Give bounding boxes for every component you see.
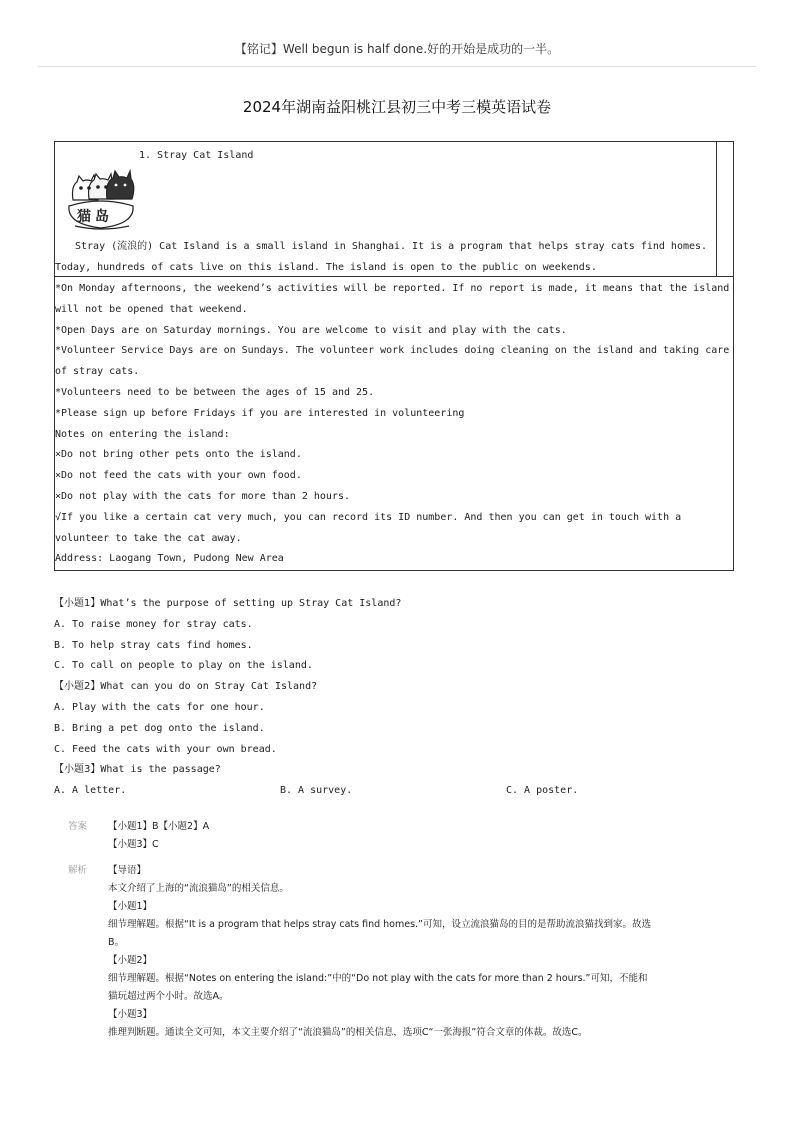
question-3-tag: 【小题3】 <box>54 764 101 776</box>
header-divider <box>38 66 756 67</box>
question-2-option-b: B. Bring a pet dog onto the island. <box>54 722 265 734</box>
question-1-tag: 【小题1】 <box>54 598 101 609</box>
question-3-option-b: B. A survey. <box>280 785 353 797</box>
analysis-line: 【小题2】 <box>108 955 153 966</box>
answer-line-2: 【小题3】C <box>108 839 159 850</box>
detail-line: Address: Laogang Town, Pudong New Area <box>55 553 284 565</box>
detail-line: √If you like a certain cat very much, you can record its ID number. And then you can get in touch with a <box>55 511 682 523</box>
detail-line: will not be opened that weekend. <box>55 303 248 315</box>
detail-line: *Open Days are on Saturday mornings. You are welcome to visit and play with the cats. <box>55 324 567 336</box>
question-3-option-c: C. A poster. <box>506 785 579 797</box>
questions-section <box>54 594 744 802</box>
detail-line: *Volunteer Service Days are on Sundays. The volunteer work includes doing cleaning on the island and taking care <box>55 345 730 357</box>
detail-line: *Please sign up before Fridays if you are interested in volunteering <box>55 407 465 419</box>
passage-details-box <box>54 276 734 571</box>
detail-line: volunteer to take the cat away. <box>55 532 242 544</box>
question-1-option-b: B. To help stray cats find homes. <box>54 639 253 651</box>
exam-title: 2024年湖南益阳桃江县初三中考三模英语试卷 <box>242 98 552 116</box>
question-2 <box>54 677 744 698</box>
question-1-option-a: A. To raise money for stray cats. <box>54 618 253 630</box>
answer-line-1: 【小题1】B【小题2】A <box>108 821 210 832</box>
detail-line: ×Do not play with the cats for more than 2 hours. <box>55 490 351 502</box>
question-2-option-a: A. Play with the cats for one hour. <box>54 701 265 713</box>
question-3 <box>54 760 744 781</box>
answer-body <box>108 818 728 854</box>
detail-line: *On Monday afternoons, the weekend’s activities will be reported. If no report is made, it means that the island <box>55 283 730 294</box>
analysis-label: 解析 <box>68 865 88 876</box>
detail-line: ×Do not bring other pets onto the island. <box>55 449 302 461</box>
passage-details <box>55 279 733 570</box>
logo-text: 猫岛 <box>77 209 113 225</box>
question-3-options <box>54 781 744 802</box>
question-2-text: What can you do on Stray Cat Island? <box>100 681 318 693</box>
question-1-text: What’s the purpose of setting up Stray Cat Island? <box>100 598 402 609</box>
answer-label: 答案 <box>68 821 88 832</box>
intro-line-2: Today, hundreds of cats live on this island. The island is open to the public on weekends. <box>55 262 597 273</box>
analysis-line: 猫玩超过两个小时。故选A。 <box>108 991 229 1002</box>
detail-line: of stray cats. <box>55 366 140 378</box>
question-3-option-a: A. A letter. <box>54 785 127 797</box>
analysis-line: 推理判断题。通读全文可知，本文主要介绍了“流浪猫岛”的相关信息，选项C“一张海报”符合文章的体裁。故选C。 <box>108 1027 588 1038</box>
question-1 <box>54 594 744 615</box>
passage-intro <box>55 236 717 278</box>
analysis-line: 细节理解题。根据“It is a program that helps stray cats find homes.”可知，设立流浪猫岛的目的是帮助流浪猫找到家。故选 <box>108 919 651 930</box>
analysis-body <box>108 862 728 1042</box>
question-2-tag: 【小题2】 <box>54 681 101 693</box>
detail-line: *Volunteers need to be between the ages of 15 and 25. <box>55 386 375 398</box>
passage-intro-box <box>54 141 734 277</box>
analysis-line: 【小题1】 <box>108 901 153 912</box>
analysis-line: 本文介绍了上海的“流浪猫岛”的相关信息。 <box>108 883 289 894</box>
question-1-option-c: C. To call on people to play on the island. <box>54 660 313 672</box>
analysis-line: 【导语】 <box>108 865 147 876</box>
analysis-line: 【小题3】 <box>108 1009 153 1020</box>
question-2-option-c: C. Feed the cats with your own bread. <box>54 743 277 755</box>
detail-line: ×Do not feed the cats with your own food. <box>55 470 302 482</box>
page-motto: 【铭记】Well begun is half done.好的开始是成功的一半。 <box>234 42 560 56</box>
intro-line-1: Stray (流浪的) Cat Island is a small island in Shanghai. It is a program that helps stray cats find homes. <box>75 241 708 252</box>
analysis-line: B。 <box>108 937 125 948</box>
passage-heading: 1. Stray Cat Island <box>139 150 254 161</box>
question-3-text: What is the passage? <box>100 764 221 776</box>
analysis-line: 细节理解题。根据“Notes on entering the island:”中的“Do not play with the cats for more than 2 hours.”可知，不能和 <box>108 973 648 984</box>
detail-line: Notes on entering the island: <box>55 428 230 440</box>
